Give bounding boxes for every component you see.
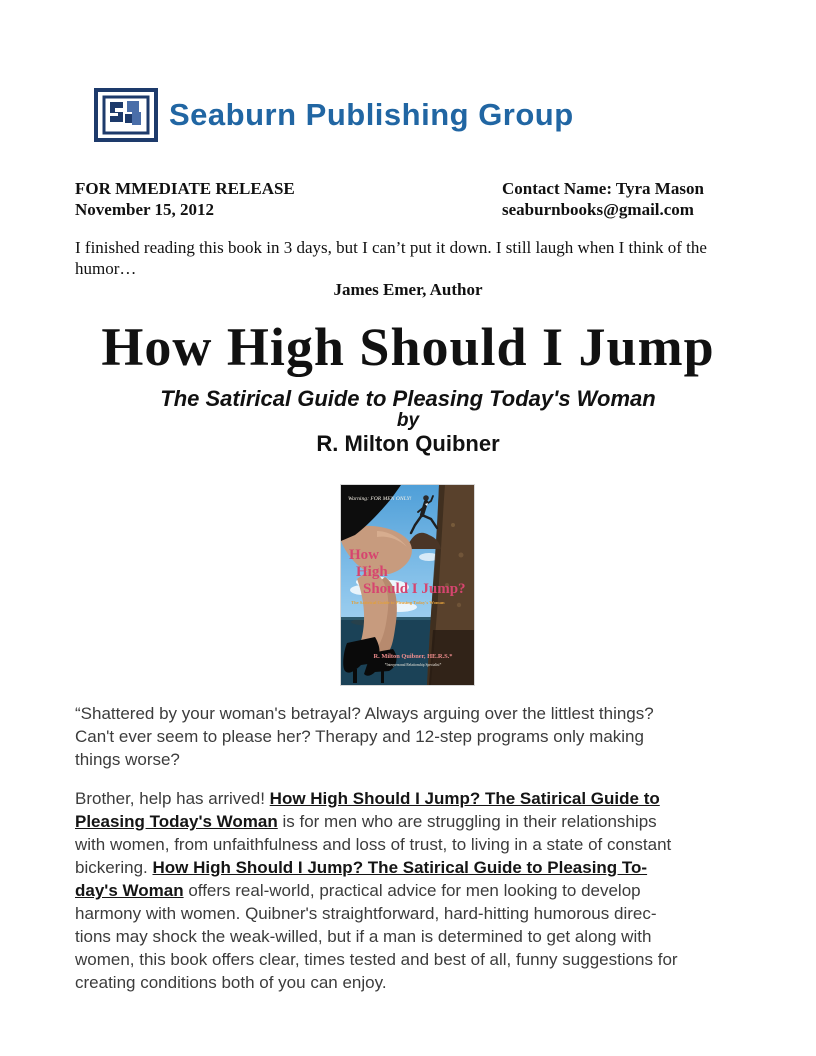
book-author: R. Milton Quibner xyxy=(316,431,500,456)
contact-name: Contact Name: Tyra Mason xyxy=(502,179,704,198)
press-paragraph-1: “Shattered by your woman's betrayal? Always arguing over the littlest things? Can't ever seem to please her? Therapy and 12-step programs only making things worse? xyxy=(75,704,654,769)
cover-subtitle-text: The Satirical Guide to Pleasing Today's Woman xyxy=(351,600,445,605)
testimonial-quote: I finished reading this book in 3 days, but I can’t put it down. I still laugh when I think of the humor… xyxy=(75,238,707,278)
release-line: FOR MMEDIATE RELEASE xyxy=(75,179,295,198)
press-paragraph-2: Brother, help has arrived! How High Should I Jump? The Satirical Guide to Pleasing Today's Woman is for men who are struggling in their relationships with women, from unfaithfulness and loss of trust, to living in a state of constant bickering. How High Should I Jump? The Satirical Guide to Pleasing To- day's Woman offers real-world, practical advice for men looking to develop harmony with women. Quibner's straightforward, hard-hitting humorous direc- tions may shock the weak-willed, but if a man is determined to get along with women, this book offers clear, times tested and best of all, funny suggestions for creating conditions both of you can enjoy. xyxy=(75,789,678,992)
byline: by xyxy=(396,410,420,431)
contact-email: seaburnbooks@gmail.com xyxy=(502,199,694,219)
release-header xyxy=(75,179,740,220)
testimonial-attribution: James Emer, Author xyxy=(333,280,483,299)
contact-block xyxy=(502,179,704,220)
svg-text:High: High xyxy=(356,564,388,580)
book-subtitle: The Satirical Guide to Pleasing Today's Woman xyxy=(160,386,656,411)
publisher-logo-text: Seaburn Publishing Group xyxy=(169,97,574,132)
book-title: How High Should I Jump xyxy=(101,317,715,377)
cover-warning-text: Warning: FOR MEN ONLY! xyxy=(348,496,412,502)
cover-author-text: R. Milton Quibner, HE.R.S.* xyxy=(373,653,453,660)
svg-text:Should I Jump?: Should I Jump? xyxy=(363,581,466,597)
book-cover-image xyxy=(341,485,474,685)
release-date: November 15, 2012 xyxy=(75,199,214,219)
seaburn-sb-monogram-icon xyxy=(94,88,158,142)
publisher-logo xyxy=(94,88,574,142)
svg-text:How: How xyxy=(349,547,379,563)
cover-credential-text: *Interpersonal Relationship Specialist* xyxy=(384,663,442,667)
